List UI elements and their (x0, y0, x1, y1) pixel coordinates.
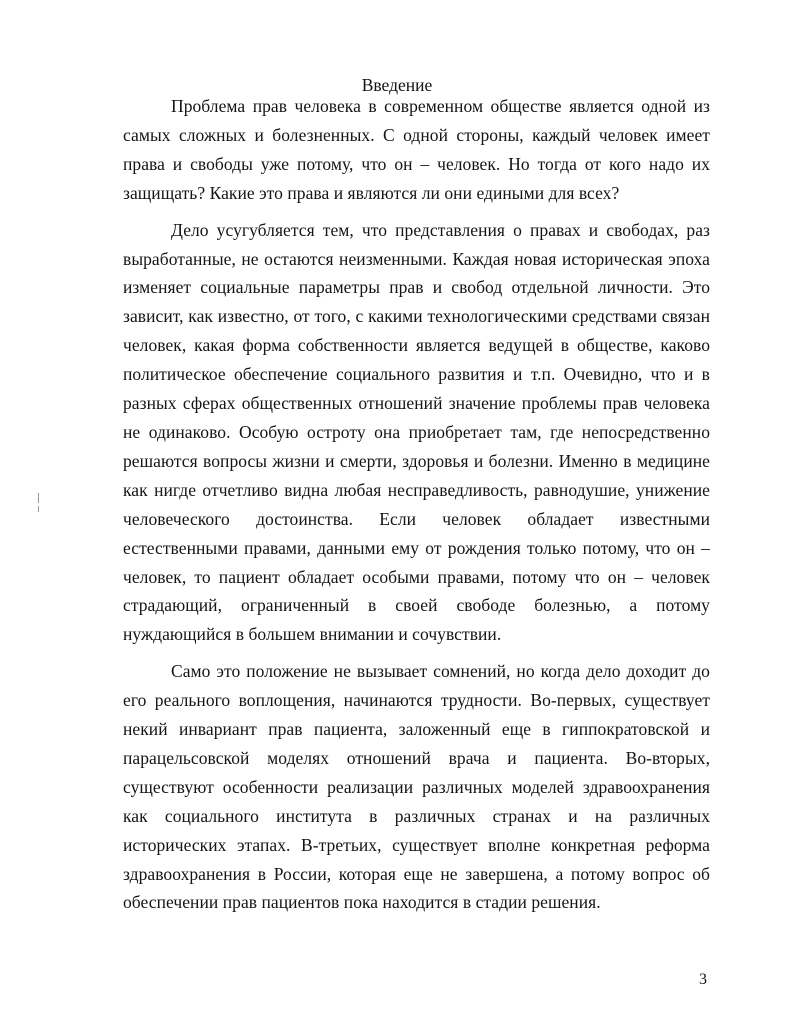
page-number: 3 (699, 971, 707, 988)
paragraph-gap (123, 649, 710, 657)
scan-artifact (38, 493, 39, 503)
section-title: Введение (361, 75, 433, 95)
paragraph-1: Проблема прав человека в современном обществе является одной из самых сложных и болезненных. С одной стороны, каждый человек имеет права и свободы уже потому, что он – человек. Но тогда от кого надо их защищать? Какие это права и являются ли они едиными для всех? (123, 96, 710, 203)
scan-artifact (38, 506, 39, 512)
paragraph-2: Дело усугубляется тем, что представления о правах и свободах, раз выработанные, не остаются неизменными. Каждая новая историческая эпоха изменяет социальные параметры прав и свобод отдельной личности. Это зависит, как известно, от того, с какими технологическими средствами связан человек, какая форма собственности является ведущей в обществе, каково политическое обеспечение социального развития и т.п. Очевидно, что и в разных сферах общественных отношений значение проблемы прав человека не одинаково. Особую остроту она приобретает там, где непосредственно решаются вопросы жизни и смерти, здоровья и болезни. Именно в медицине как нигде отчетливо видна любая несправедливость, равнодушие, унижение человеческого достоинства. Если человек обладает известными естественными правами, данными ему от рождения только потому, что он – человек, то пациент обладает особыми правами, потому что он – человек страдающий, ограниченный в своей свободе болезнью, а потому нуждающийся в большем внимании и сочувствии. (123, 219, 710, 645)
body-text (123, 92, 710, 917)
paragraph-gap (123, 208, 710, 216)
paragraph-3: Само это положение не вызывает сомнений, но когда дело доходит до его реального воплощения, начинаются трудности. Во-первых, существует некий инвариант прав пациента, заложенный еще в гиппократовской и парацельсовской моделях отношений врача и пациента. Во-вторых, существуют особенности реализации различных моделей здравоохранения как социального института в различных странах и на различных исторических этапах. В-третьих, существует вполне конкретная реформа здравоохранения в России, которая еще не завершена, а потому вопрос об обеспечении прав пациентов пока находится в стадии решения. (123, 661, 710, 913)
